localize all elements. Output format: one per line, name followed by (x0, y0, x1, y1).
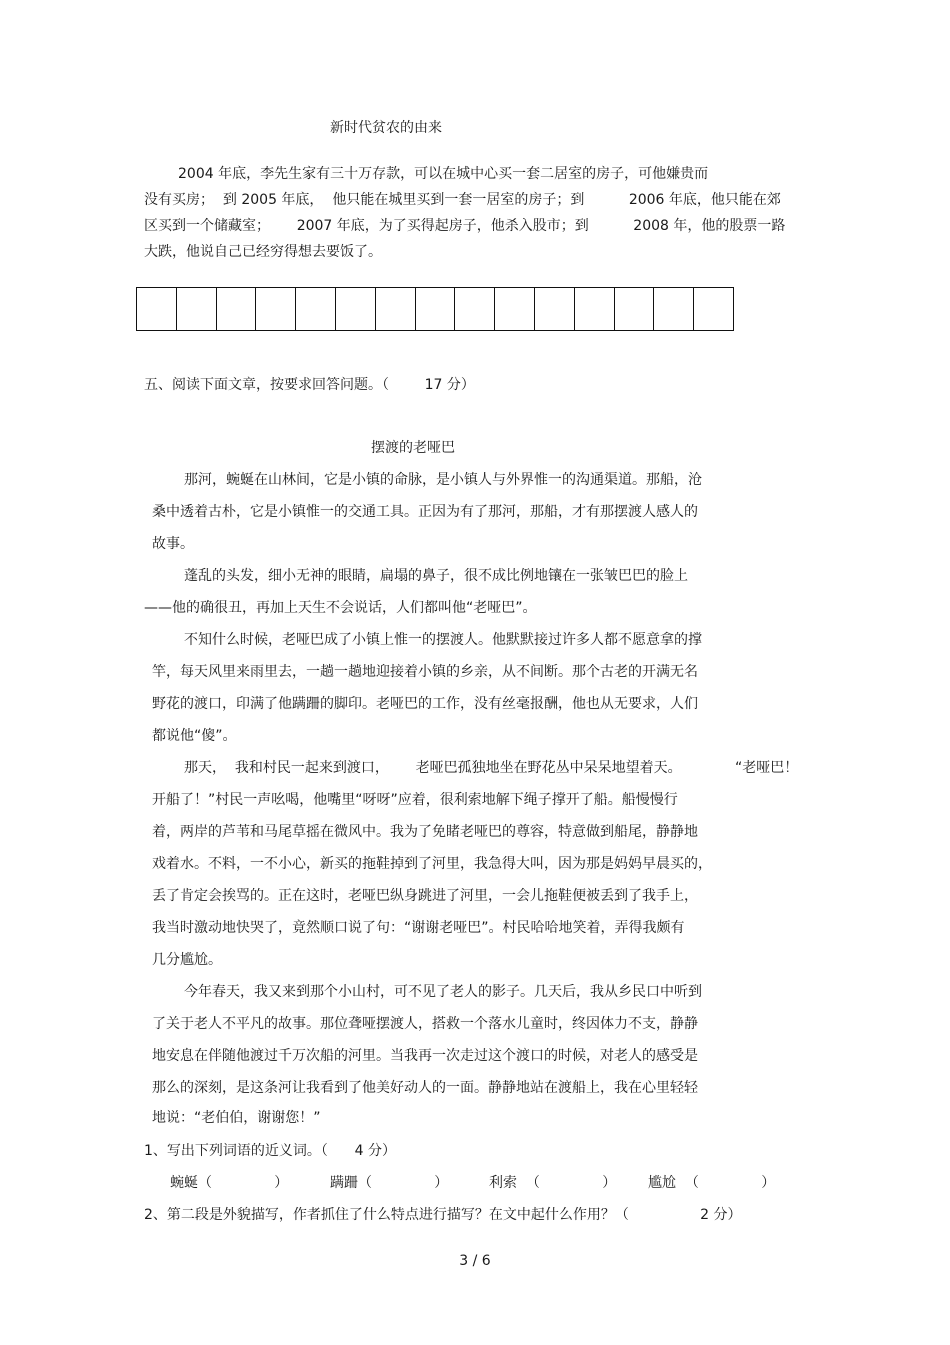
passage-line: 没有买房； 到 2005 年底， 他只能在城里买到一套一居室的房子；到 2006 年底，他只能在郊 (144, 192, 781, 208)
q1-word-2[interactable]: 蹒跚（ ） (330, 1175, 449, 1191)
grid-cell[interactable] (694, 288, 734, 330)
grid-cell[interactable] (615, 288, 655, 330)
article-line: 丢了肯定会挨骂的。正在这时，老哑巴纵身跳进了河里，一会儿拖鞋便被丢到了我手上， (152, 888, 698, 904)
answer-grid[interactable] (136, 287, 734, 331)
article-line: 我当时激动地快哭了，竟然顺口说了句：“谢谢老哑巴”。村民哈哈地笑着，弄得我颇有 (152, 920, 685, 936)
grid-cell[interactable] (416, 288, 456, 330)
q1-word-3[interactable]: 利索 （ ） (489, 1175, 617, 1191)
grid-cell[interactable] (455, 288, 495, 330)
article-line: 野花的渡口，印满了他蹒跚的脚印。老哑巴的工作，没有丝毫报酬，他也从无要求，人们 (152, 696, 698, 712)
passage-line: 大跌，他说自己已经穷得想去要饭了。 (144, 244, 382, 260)
passage-line: 2004 年底，李先生家有三十万存款，可以在城中心买一套二居室的房子，可他嫌贵而 (178, 166, 709, 182)
article-line: 地说：“老伯伯，谢谢您！” (152, 1110, 321, 1126)
grid-cell[interactable] (177, 288, 217, 330)
q1-word-4[interactable]: 尴尬 （ ） (648, 1175, 776, 1191)
grid-cell[interactable] (495, 288, 535, 330)
article-line: 戏着水。不料，一不小心，新买的拖鞋掉到了河里，我急得大叫，因为那是妈妈早晨买的， (152, 856, 712, 872)
grid-cell[interactable] (296, 288, 336, 330)
grid-cell[interactable] (654, 288, 694, 330)
article-line: 蓬乱的头发，细小无神的眼睛，扁塌的鼻子，很不成比例地镶在一张皱巴巴的脸上 (184, 568, 688, 584)
article-title: 摆渡的老哑巴 (371, 440, 455, 456)
article-line: 地安息在伴随他渡过千万次船的河里。当我再一次走过这个渡口的时候，对老人的感受是 (152, 1048, 698, 1064)
passage-title: 新时代贫农的由来 (330, 120, 442, 136)
page-number: 3 / 6 (459, 1253, 491, 1269)
article-line: 竿，每天风里来雨里去，一趟一趟地迎接着小镇的乡亲，从不间断。那个古老的开满无名 (152, 664, 698, 680)
article-line: 都说他“傻”。 (152, 728, 237, 744)
article-line: 开船了！”村民一声吆喝，他嘴里“呀呀”应着，很利索地解下绳子撑开了船。船慢慢行 (152, 792, 678, 808)
q1-word-1[interactable]: 蜿蜒（ ） (170, 1175, 289, 1191)
article-line: 故事。 (152, 536, 194, 552)
question-2: 2、第二段是外貌描写，作者抓住了什么特点进行描写？在文中起什么作用？（ 2 分） (144, 1207, 742, 1223)
grid-cell[interactable] (535, 288, 575, 330)
grid-cell[interactable] (137, 288, 177, 330)
article-line: 着，两岸的芦苇和马尾草摇在微风中。我为了免睹老哑巴的尊容，特意做到船尾，静静地 (152, 824, 698, 840)
article-line: 了关于老人不平凡的故事。那位聋哑摆渡人，搭救一个落水儿童时，终因体力不支，静静 (152, 1016, 698, 1032)
article-line: ——他的确很丑，再加上天生不会说话，人们都叫他“老哑巴”。 (144, 600, 537, 616)
grid-cell[interactable] (376, 288, 416, 330)
article-line: 今年春天，我又来到那个小山村，可不见了老人的影子。几天后，我从乡民口中听到 (184, 984, 702, 1000)
section-heading: 五、阅读下面文章，按要求回答问题。（ 17 分） (144, 377, 475, 393)
passage-line: 区买到一个储藏室； 2007 年底，为了买得起房子，他杀入股市；到 2008 年，他的股票一路 (144, 218, 786, 234)
question-1: 1、写出下列词语的近义词。（ 4 分） (144, 1143, 396, 1159)
article-line: 那么的深刻，是这条河让我看到了他美好动人的一面。静静地站在渡船上，我在心里轻轻 (152, 1080, 698, 1096)
grid-cell[interactable] (336, 288, 376, 330)
grid-cell[interactable] (217, 288, 257, 330)
article-line: 几分尴尬。 (152, 952, 222, 968)
article-line: 桑中透着古朴，它是小镇惟一的交通工具。正因为有了那河，那船，才有那摆渡人感人的 (152, 504, 698, 520)
article-line: 不知什么时候，老哑巴成了小镇上惟一的摆渡人。他默默接过许多人都不愿意拿的撑 (184, 632, 702, 648)
grid-cell[interactable] (256, 288, 296, 330)
article-line: 那天， 我和村民一起来到渡口， 老哑巴孤独地坐在野花丛中呆呆地望着天。 “老哑巴！ (184, 760, 799, 776)
grid-cell[interactable] (575, 288, 615, 330)
article-line: 那河，蜿蜒在山林间，它是小镇的命脉，是小镇人与外界惟一的沟通渠道。那船，沧 (184, 472, 702, 488)
